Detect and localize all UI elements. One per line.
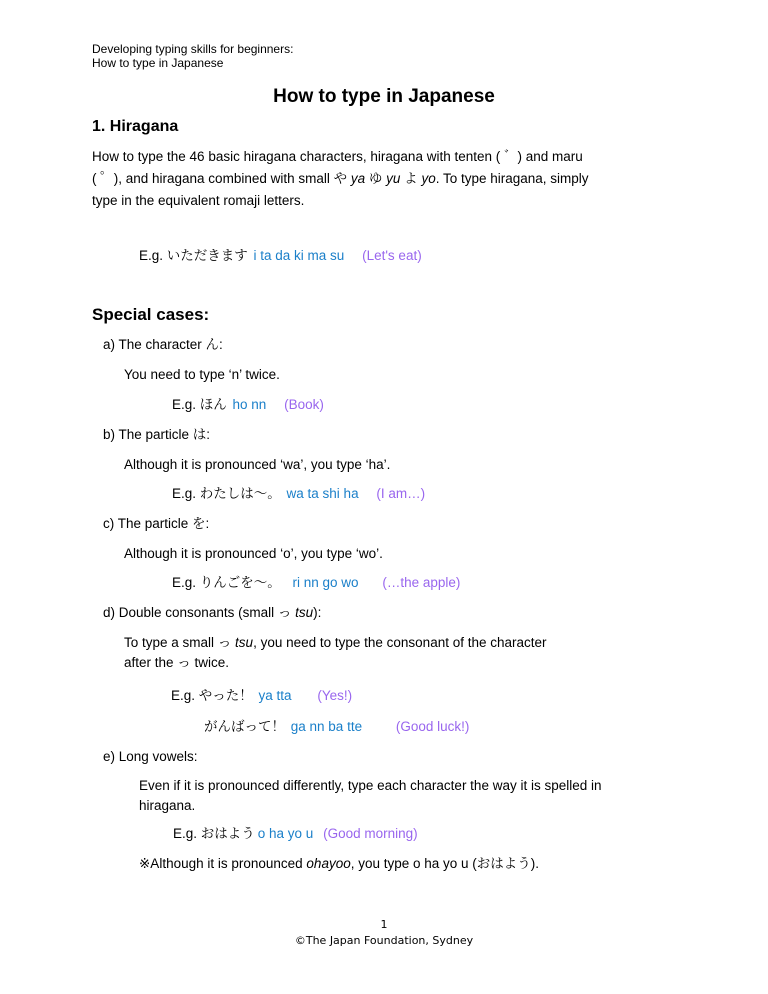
case-a-desc: You need to type ‘n’ twice. bbox=[124, 367, 280, 382]
example-meaning: (Let's eat) bbox=[362, 248, 422, 263]
intro-line1: How to type the 46 basic hiragana characters, hiragana with tenten ( ゛) and maru bbox=[92, 149, 583, 164]
intro-paragraph bbox=[92, 146, 589, 212]
example-kana: E.g. おはよう bbox=[173, 826, 255, 841]
example-meaning: (Good morning) bbox=[323, 826, 418, 841]
romaji-tsu: tsu bbox=[235, 635, 254, 650]
case-e-desc-line1: Even if it is pronounced differently, type each character the way it is spelled in bbox=[139, 778, 602, 793]
case-d-label-text: ): bbox=[313, 605, 322, 620]
example-meaning: (Good luck!) bbox=[395, 719, 470, 734]
intro-text: よ bbox=[400, 171, 422, 186]
case-d-desc-line1 bbox=[124, 633, 547, 653]
intro-line3: type in the equivalent romaji letters. bbox=[92, 193, 305, 208]
running-header-line2: How to type in Japanese bbox=[92, 56, 224, 70]
case-e-desc-line2: hiragana. bbox=[139, 798, 196, 813]
example-yatta bbox=[171, 685, 352, 707]
note-text: , you type o ha yo u (おはよう). bbox=[350, 856, 540, 871]
example-romaji: ri nn go wo bbox=[292, 575, 359, 590]
example-kana: E.g. りんごを～。 bbox=[172, 575, 281, 590]
desc-text: To type a small っ bbox=[124, 635, 236, 650]
example-hon bbox=[172, 394, 324, 416]
example-kana: E.g. やった！ bbox=[171, 688, 253, 703]
example-meaning: (Book) bbox=[284, 397, 324, 412]
case-e-desc bbox=[139, 776, 602, 816]
romaji-tsu: tsu bbox=[295, 605, 314, 620]
case-d-label bbox=[103, 602, 321, 624]
case-b-desc: Although it is pronounced ‘wa’, you type ‘ha’. bbox=[124, 457, 391, 472]
example-romaji: wa ta shi ha bbox=[286, 486, 359, 501]
intro-text: ゆ bbox=[365, 171, 387, 186]
romaji-yu: yu bbox=[386, 171, 401, 186]
case-d-desc-line2: after the っ twice. bbox=[124, 655, 230, 670]
example-ohayou bbox=[173, 823, 418, 845]
example-ganbatte bbox=[204, 716, 469, 738]
example-romaji: i ta da ki ma su bbox=[253, 248, 345, 263]
example-watashiwa bbox=[172, 483, 425, 505]
section-heading-special-cases: Special cases: bbox=[92, 305, 210, 324]
case-a-label: a) The character ん: bbox=[103, 337, 223, 352]
page-number: 1 bbox=[380, 918, 388, 931]
intro-text: ( ゜), and hiragana combined with small や bbox=[92, 171, 351, 186]
example-meaning: (Yes!) bbox=[317, 688, 353, 703]
example-romaji: ga nn ba tte bbox=[290, 719, 363, 734]
example-meaning: (I am…) bbox=[376, 486, 426, 501]
section-heading-hiragana: 1. Hiragana bbox=[92, 118, 179, 135]
example-romaji: ho nn bbox=[232, 397, 267, 412]
note-text: ※Although it is pronounced bbox=[139, 856, 307, 871]
example-romaji: o ha yo u bbox=[257, 826, 314, 841]
case-e-label: e) Long vowels: bbox=[103, 749, 198, 764]
case-c-label: c) The particle を: bbox=[103, 516, 210, 531]
case-d-label-text: d) Double consonants (small っ bbox=[103, 605, 296, 620]
example-kana: E.g. いただきます bbox=[139, 248, 248, 263]
desc-text: , you need to type the consonant of the character bbox=[253, 635, 547, 650]
copyright-footer: ©The Japan Foundation, Sydney bbox=[294, 934, 474, 947]
example-kana: E.g. ほん bbox=[172, 397, 227, 412]
case-e-note bbox=[139, 853, 539, 875]
romaji-yo: yo bbox=[421, 171, 436, 186]
case-b-label: b) The particle は: bbox=[103, 427, 211, 442]
running-header-line1: Developing typing skills for beginners: bbox=[92, 42, 294, 56]
note-pronunciation: ohayoo bbox=[306, 856, 351, 871]
intro-line2 bbox=[92, 168, 589, 190]
romaji-ya: ya bbox=[350, 171, 366, 186]
case-d-desc bbox=[124, 633, 547, 673]
case-c-desc: Although it is pronounced ‘o’, you type ‘wo’. bbox=[124, 546, 383, 561]
example-romaji: ya tta bbox=[258, 688, 292, 703]
example-kana: がんばって！ bbox=[204, 719, 285, 734]
example-kana: E.g. わたしは～。 bbox=[172, 486, 281, 501]
example-itadakimasu bbox=[139, 245, 422, 267]
page-title: How to type in Japanese bbox=[273, 86, 495, 107]
example-meaning: (…the apple) bbox=[382, 575, 461, 590]
example-ringowo bbox=[172, 572, 460, 594]
intro-text: . To type hiragana, simply bbox=[435, 171, 589, 186]
